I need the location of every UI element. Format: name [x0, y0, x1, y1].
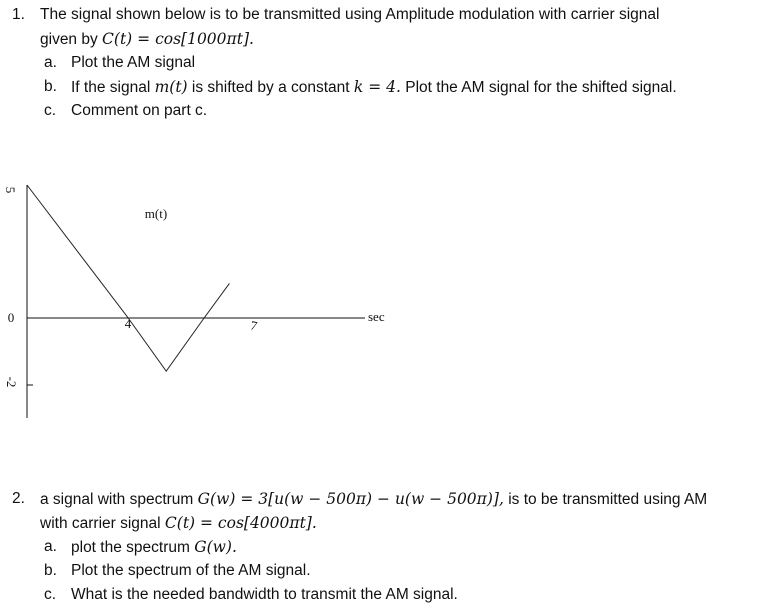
q2-c-label: c. [44, 586, 57, 603]
q2-a-prefix: plot the spectrum [71, 539, 195, 556]
q1-b-suffix: Plot the AM signal for the shifted signal. [400, 79, 677, 96]
q1-number: 1. [12, 6, 25, 23]
y-tick-top: 5 [3, 186, 18, 194]
q2-line-1-prefix: a signal with spectrum [40, 491, 198, 508]
q1-c-label: c. [44, 102, 57, 119]
x-unit-label: sec [368, 309, 385, 324]
q2-line-1 [40, 489, 707, 510]
q2-line-2-prefix: with carrier signal [40, 515, 165, 532]
q2-b-text: Plot the spectrum of the AM signal. [71, 562, 311, 579]
x-tick-2: 7 [249, 317, 259, 334]
q1-a-label: a. [44, 54, 57, 71]
q1-b-signal: m(t) [154, 78, 188, 96]
q2-a-text [71, 537, 237, 558]
signal-line [27, 185, 229, 371]
q1-b-prefix: If the signal [71, 79, 155, 96]
q1-line-2-text: given by [40, 31, 103, 48]
q2-a-math: G(w). [194, 538, 237, 556]
y-tick-bottom: -2 [4, 376, 19, 388]
q2-c-text: What is the needed bandwidth to transmit the AM signal. [71, 586, 458, 603]
q1-b-constant: k = 4. [353, 78, 401, 96]
q2-number: 2. [12, 490, 25, 507]
q2-a-label: a. [44, 538, 57, 555]
curve-label: m(t) [144, 206, 168, 221]
q1-b-mid: is shifted by a constant [187, 79, 354, 96]
q2-line-1-suffix: is to be transmitted using AM [503, 491, 708, 508]
q2-b-label: b. [44, 562, 57, 579]
y-tick-zero: 0 [7, 310, 15, 325]
q2-line-2 [40, 513, 317, 534]
q2-carrier-formula: C(t) = cos[4000πt]. [164, 514, 317, 532]
q1-a-text: Plot the AM signal [71, 54, 196, 71]
x-tick-1: 4 [124, 316, 132, 331]
q1-c-text: Comment on part c. [71, 102, 208, 119]
q1-carrier-formula: C(t) = cos[1000πt]. [102, 30, 254, 48]
q2-spectrum-formula: G(w) = 3[u(w − 500π) − u(w − 500π)], [197, 490, 504, 508]
q1-b-label: b. [44, 78, 57, 95]
q1-line-1: The signal shown below is to be transmitted using Amplitude modulation with carrier signal [40, 6, 660, 23]
